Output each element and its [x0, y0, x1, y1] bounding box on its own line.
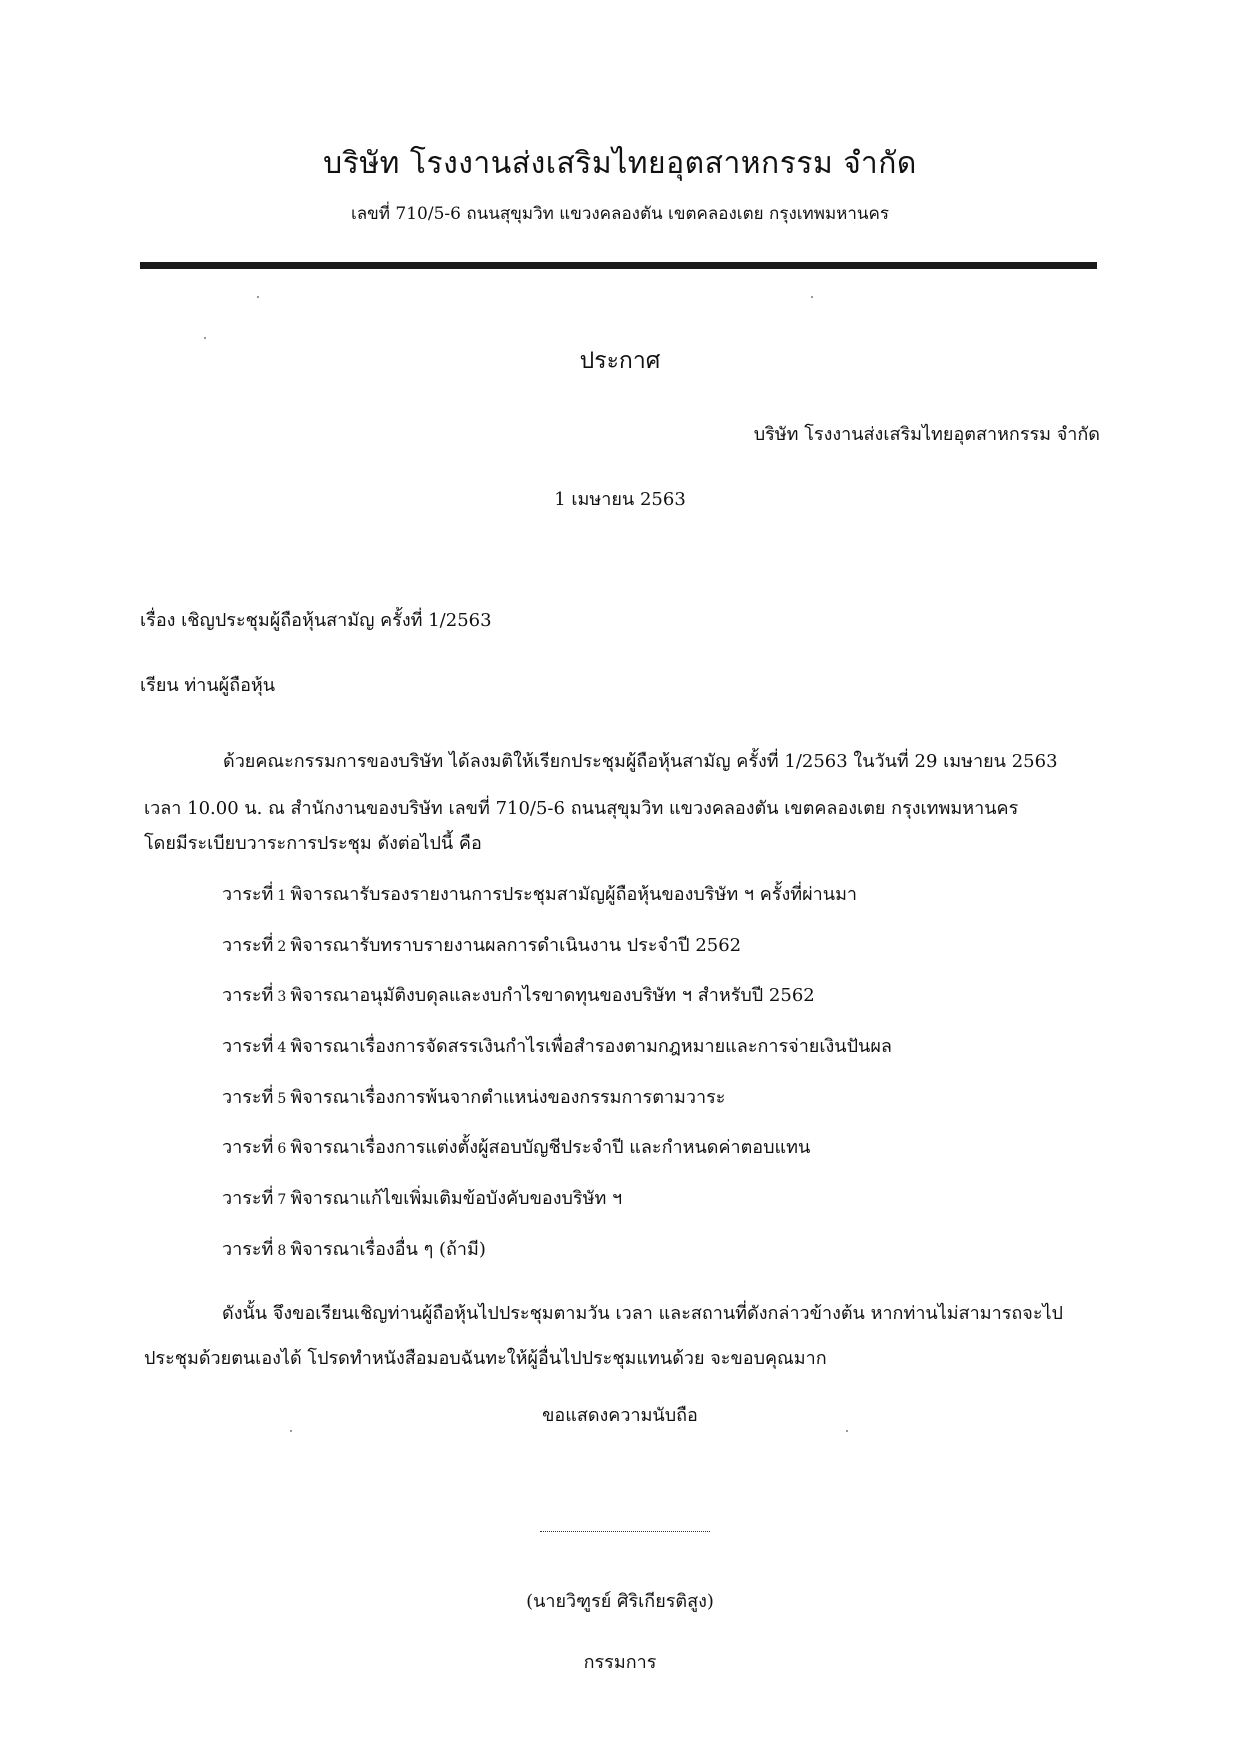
agenda-item — [222, 875, 892, 926]
intro-line-3: โดยมีระเบียบวาระการประชุม ดังต่อไปนี้ คือ — [144, 833, 482, 854]
agenda-item — [222, 1128, 892, 1179]
agenda-item — [222, 926, 892, 977]
agenda-number: 4 — [277, 1040, 287, 1057]
scan-speck — [846, 1430, 848, 1432]
agenda-text: พิจารณาเรื่องการจัดสรรเงินกำไรเพื่อสำรองตามกฎหมายและการจ่ายเงินปันผล — [290, 1036, 892, 1058]
agenda-label: วาระที่ — [222, 884, 274, 905]
addressee-line: เรียน ท่านผู้ถือหุ้น — [140, 675, 276, 696]
agenda-item — [222, 976, 892, 1027]
scan-speck — [290, 1430, 292, 1432]
agenda-text: พิจารณารับทราบรายงานผลการดำเนินงาน ประจำปี 2562 — [290, 934, 742, 956]
agenda-label: วาระที่ — [222, 934, 274, 956]
conclusion-line-2: ประชุมด้วยตนเองได้ โปรดทำหนังสือมอบฉันทะให้ผู้อื่นไปประชุมแทนด้วย จะขอบคุณมาก — [144, 1348, 827, 1369]
agenda-list — [222, 875, 892, 1281]
agenda-number: 5 — [277, 1090, 287, 1107]
agenda-text: พิจารณาเรื่องการแต่งตั้งผู้สอบบัญชีประจำปี และกำหนดค่าตอบแทน — [290, 1137, 811, 1159]
scan-speck — [811, 296, 813, 298]
agenda-number: 8 — [277, 1242, 287, 1259]
agenda-label: วาระที่ — [222, 985, 274, 1007]
agenda-label: วาระที่ — [222, 1137, 274, 1159]
closing-phrase: ขอแสดงความนับถือ — [542, 1405, 698, 1426]
scan-speck — [204, 337, 206, 339]
subject-line: เรื่อง เชิญประชุมผู้ถือหุ้นสามัญ ครั้งที่ 1/2563 — [140, 610, 492, 631]
intro-line-1: ด้วยคณะกรรมการของบริษัท ได้ลงมติให้เรียกประชุมผู้ถือหุ้นสามัญ ครั้งที่ 1/2563 ในวันที่ 29 เมษายน 2563 — [223, 751, 1058, 772]
agenda-number: 2 — [277, 938, 287, 955]
agenda-text: พิจารณารับรองรายงานการประชุมสามัญผู้ถือหุ้นของบริษัท ฯ ครั้งที่ผ่านมา — [290, 884, 858, 905]
agenda-item — [222, 1078, 892, 1129]
agenda-text: พิจารณาเรื่องอื่น ๆ (ถ้ามี) — [290, 1238, 486, 1260]
company-address: เลขที่ 710/5-6 ถนนสุขุมวิท แขวงคลองตัน เขตคลองเตย กรุงเทพมหานคร — [350, 204, 890, 224]
agenda-label: วาระที่ — [222, 1036, 274, 1058]
signature-line — [540, 1531, 710, 1532]
agenda-number: 1 — [277, 888, 287, 904]
intro-line-2: เวลา 10.00 น. ณ สำนักงานของบริษัท เลขที่ 710/5-6 ถนนสุขุมวิท แขวงคลองตัน เขตคลองเตย กรุงเทพมหานคร — [144, 798, 1019, 819]
document-type: ประกาศ — [579, 348, 661, 374]
agenda-text: พิจารณาเรื่องการพ้นจากตำแหน่งของกรรมการตามวาระ — [290, 1086, 726, 1108]
agenda-label: วาระที่ — [222, 1086, 274, 1108]
agenda-label: วาระที่ — [222, 1188, 274, 1210]
company-name: บริษัท โรงงานส่งเสริมไทยอุตสาหกรรม จำกัด — [323, 146, 917, 181]
agenda-item — [222, 1179, 892, 1230]
agenda-text: พิจารณาแก้ไขเพิ่มเติมข้อบังคับของบริษัท ฯ — [290, 1188, 623, 1210]
agenda-text: พิจารณาอนุมัติงบดุลและงบกำไรขาดทุนของบริษัท ฯ สำหรับปี 2562 — [290, 985, 815, 1007]
agenda-number: 7 — [277, 1192, 287, 1209]
signer-name: (นายวิฑูรย์ ศิริเกียรติสูง) — [526, 1591, 714, 1612]
announcement-date: 1 เมษายน 2563 — [554, 489, 686, 510]
conclusion-line-1: ดังนั้น จึงขอเรียนเชิญท่านผู้ถือหุ้นไปประชุมตามวัน เวลา และสถานที่ดังกล่าวข้างต้น หากท่านไม่สามารถจะไป — [222, 1303, 1063, 1324]
agenda-item — [222, 1027, 892, 1078]
agenda-item — [222, 1230, 892, 1281]
agenda-number: 6 — [277, 1141, 287, 1158]
agenda-number: 3 — [277, 989, 287, 1006]
agenda-label: วาระที่ — [222, 1238, 274, 1260]
signer-title: กรรมการ — [583, 1652, 657, 1673]
issuer: บริษัท โรงงานส่งเสริมไทยอุตสาหกรรม จำกัด — [753, 424, 1100, 445]
scan-speck — [257, 296, 259, 298]
header-rule — [140, 262, 1097, 269]
